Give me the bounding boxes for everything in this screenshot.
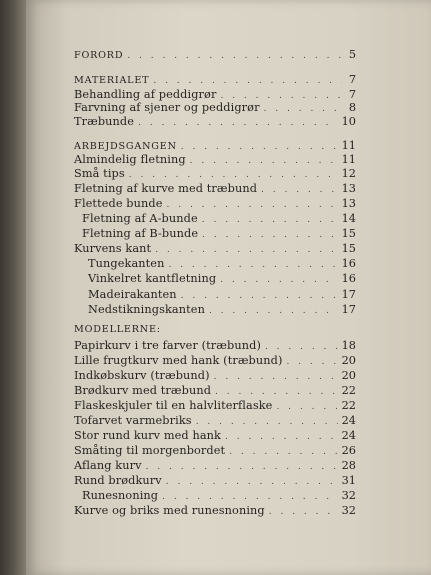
toc-entry [74,339,356,354]
toc-entry-page: 32 [341,489,356,502]
toc-leader-dots [225,431,338,443]
toc-entry [74,242,356,257]
toc-entry [74,272,356,287]
toc-entry-page: 8 [348,101,356,114]
toc-entry-page: 15 [341,227,356,240]
toc-entry-title: Indkøbskurv (træbund) [74,369,210,382]
toc-entry-page: 22 [341,399,356,412]
toc-entry-title: Tungekanten [88,257,165,270]
toc-entry-title: Madeirakanten [88,288,177,301]
toc-entry-page: 18 [341,339,356,352]
toc-entry-page: 20 [341,369,356,382]
toc-entry-title: Runesnoning [82,489,159,502]
toc-entry-page: 13 [341,197,356,210]
toc-leader-dots [214,371,338,383]
toc-entry-title: Vinkelret kantfletning [88,272,217,285]
toc-entry-title: Træbunde [74,115,135,128]
toc-entry-page: 20 [341,354,356,367]
toc-entry-page: 31 [341,474,356,487]
toc-entry [74,459,356,474]
toc-entry-forord [74,48,356,63]
toc-entry [74,257,356,272]
toc-entry-title: Almindelig fletning [74,153,186,166]
toc-leader-dots [264,103,342,115]
toc-leader-dots [261,184,338,196]
toc-entry [74,489,356,504]
section-heading-modellerne: MODELLERNE: [74,324,161,335]
toc-leader-dots [181,141,338,153]
toc-entry-page: 15 [341,242,356,255]
toc-leader-dots [138,117,338,129]
toc-leader-dots [168,259,337,271]
toc-leader-dots [196,416,338,428]
toc-entry [74,303,356,318]
toc-leader-dots [167,199,338,211]
toc-entry-page: 26 [341,444,356,457]
toc-entry [74,369,356,384]
toc-entry-title: Behandling af peddigrør [74,88,217,101]
toc-entry [74,288,356,303]
toc-entry-title: Rund brødkurv [74,474,162,487]
toc-leader-dots [153,75,342,87]
toc-entry-title: Nedstikningskanten [88,303,205,316]
toc-leader-dots [209,305,338,317]
toc-entry-title: MATERIALET [74,75,150,86]
toc-entry [74,167,356,182]
toc-entry [74,115,356,130]
toc-entry-title: Stor rund kurv med hank [74,429,221,442]
toc-entry [74,182,356,197]
toc-leader-dots [162,491,338,503]
toc-entry-title: Lille frugtkurv med hank (træbund) [74,354,283,367]
toc-entry-title: Aflang kurv [74,459,142,472]
toc-entry-page: 5 [348,48,356,61]
toc-leader-dots [166,476,338,488]
toc-entry-title: FORORD [74,50,124,61]
toc-entry-title: Papirkurv i tre farver (træbund) [74,339,261,352]
toc-leader-dots [127,50,342,62]
toc-entry [74,197,356,212]
toc-entry-page: 16 [341,257,356,270]
toc-entry-arbejdsgangen [74,139,356,154]
toc-entry-page: 24 [341,429,356,442]
toc-entry-page: 28 [341,459,356,472]
toc-entry-page: 11 [341,139,356,152]
toc-entry-page: 17 [341,303,356,316]
toc-leader-dots [202,229,338,241]
toc-entry-page: 10 [341,115,356,128]
toc-entry [74,384,356,399]
toc-leader-dots [155,244,337,256]
toc-entry-materialet [74,73,356,88]
toc-entry-page: 14 [341,212,356,225]
toc-entry-page: 17 [341,288,356,301]
toc-entry [74,399,356,414]
toc-entry-page: 12 [341,167,356,180]
toc-entry [74,354,356,369]
toc-entry-title: Fletning af A-bunde [82,212,198,225]
toc-entry [74,474,356,489]
toc-leader-dots [215,386,338,398]
toc-entry-title: Småting til morgenbordet [74,444,226,457]
toc-leader-dots [129,169,338,181]
toc-entry [74,212,356,227]
toc-leader-dots [269,506,338,518]
toc-leader-dots [202,214,338,226]
toc-entry-title: Kurve og briks med runesnoning [74,504,265,517]
toc-entry [74,227,356,242]
toc-entry-title: Farvning af sjener og peddigrør [74,101,260,114]
toc-entry-page: 13 [341,182,356,195]
toc-entry-page: 16 [341,272,356,285]
toc-entry [74,444,356,459]
toc-entry-title: Flettede bunde [74,197,163,210]
toc-entry-page: 7 [348,73,356,86]
toc-leader-dots [190,155,338,167]
toc-leader-dots [286,356,337,368]
toc-entry-title: Fletning af B-bunde [82,227,199,240]
toc-entry-page: 22 [341,384,356,397]
toc-entry [74,101,356,116]
toc-leader-dots [276,401,337,413]
toc-entry [74,429,356,444]
toc-entry-title: Små tips [74,167,125,180]
toc-entry-page: 11 [341,153,356,166]
toc-entry-page: 7 [348,88,356,101]
toc-leader-dots [181,290,338,302]
toc-leader-dots [229,446,337,458]
toc-entry-title: Tofarvet varmebriks [74,414,192,427]
toc-entry-title: Flaskeskjuler til en halvliterflaske [74,399,273,412]
toc-entry-title: ARBEJDSGANGEN [74,141,177,152]
toc-leader-dots [220,274,337,286]
toc-entry-page: 32 [341,504,356,517]
toc-leader-dots [146,461,338,473]
toc-entry [74,504,356,519]
toc-entry [74,153,356,168]
toc-entry-title: Kurvens kant [74,242,152,255]
toc-leader-dots [265,341,338,353]
toc-entry-page: 24 [341,414,356,427]
toc-entry [74,414,356,429]
toc-entry-title: Fletning af kurve med træbund [74,182,258,195]
toc-entry-title: Brødkurv med træbund [74,384,212,397]
